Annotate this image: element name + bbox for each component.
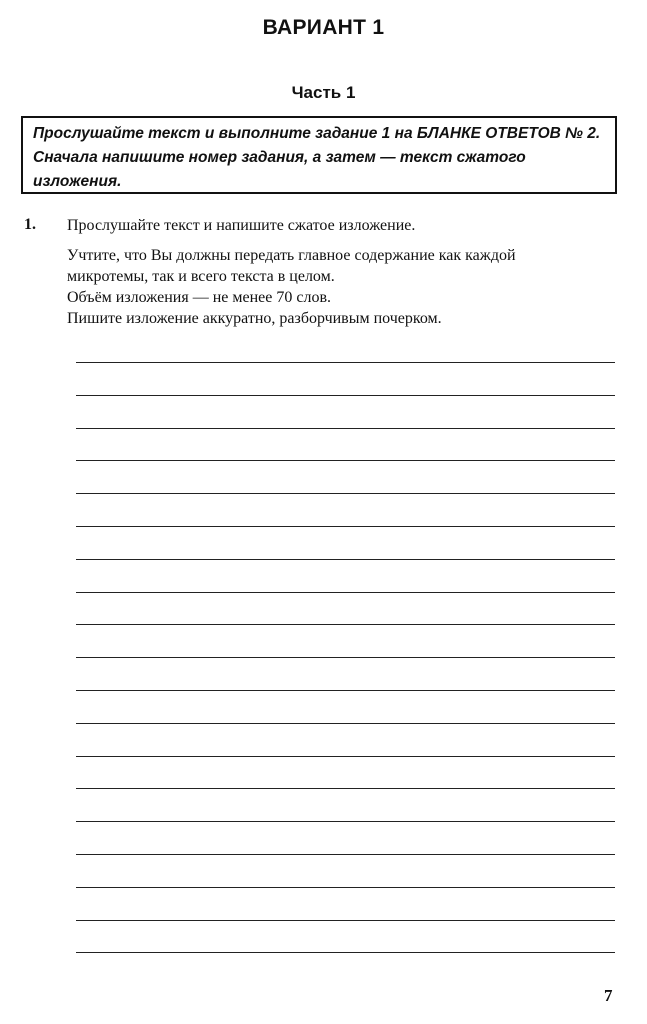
task-detail-line: Пишите изложение аккуратно, разборчивым почерком.: [67, 310, 442, 327]
instruction-box: [21, 116, 617, 194]
answer-line[interactable]: [76, 887, 615, 888]
task-detail-line: Объём изложения — не менее 70 слов.: [67, 289, 331, 306]
task-details: [67, 245, 627, 329]
answer-line[interactable]: [76, 428, 615, 429]
variant-title: ВАРИАНТ 1: [262, 16, 385, 39]
task-detail-line: микротемы, так и всего текста в целом.: [67, 268, 335, 285]
answer-line[interactable]: [76, 592, 615, 593]
answer-line[interactable]: [76, 362, 615, 363]
answer-line[interactable]: [76, 854, 615, 855]
answer-line[interactable]: [76, 952, 615, 953]
answer-line[interactable]: [76, 690, 615, 691]
answer-line[interactable]: [76, 788, 615, 789]
part-title: Часть 1: [291, 83, 356, 102]
answer-line[interactable]: [76, 756, 615, 757]
answer-line[interactable]: [76, 723, 615, 724]
answer-line[interactable]: [76, 395, 615, 396]
instruction-text: Прослушайте текст и выполните задание 1 на БЛАНКЕ ОТВЕТОВ № 2. Сначала напишите номер задания, а затем — текст сжатого изложения.: [33, 125, 601, 190]
answer-line[interactable]: [76, 559, 615, 560]
answer-line[interactable]: [76, 657, 615, 658]
answer-line[interactable]: [76, 526, 615, 527]
answer-line[interactable]: [76, 920, 615, 921]
answer-line[interactable]: [76, 624, 615, 625]
answer-line[interactable]: [76, 460, 615, 461]
task-detail-line: Учтите, что Вы должны передать главное содержание как каждой: [67, 247, 516, 264]
task-prompt: Прослушайте текст и напишите сжатое изложение.: [67, 217, 416, 234]
answer-line[interactable]: [76, 821, 615, 822]
page-number: 7: [604, 986, 613, 1005]
answer-line[interactable]: [76, 493, 615, 494]
task-number: 1.: [24, 216, 36, 233]
